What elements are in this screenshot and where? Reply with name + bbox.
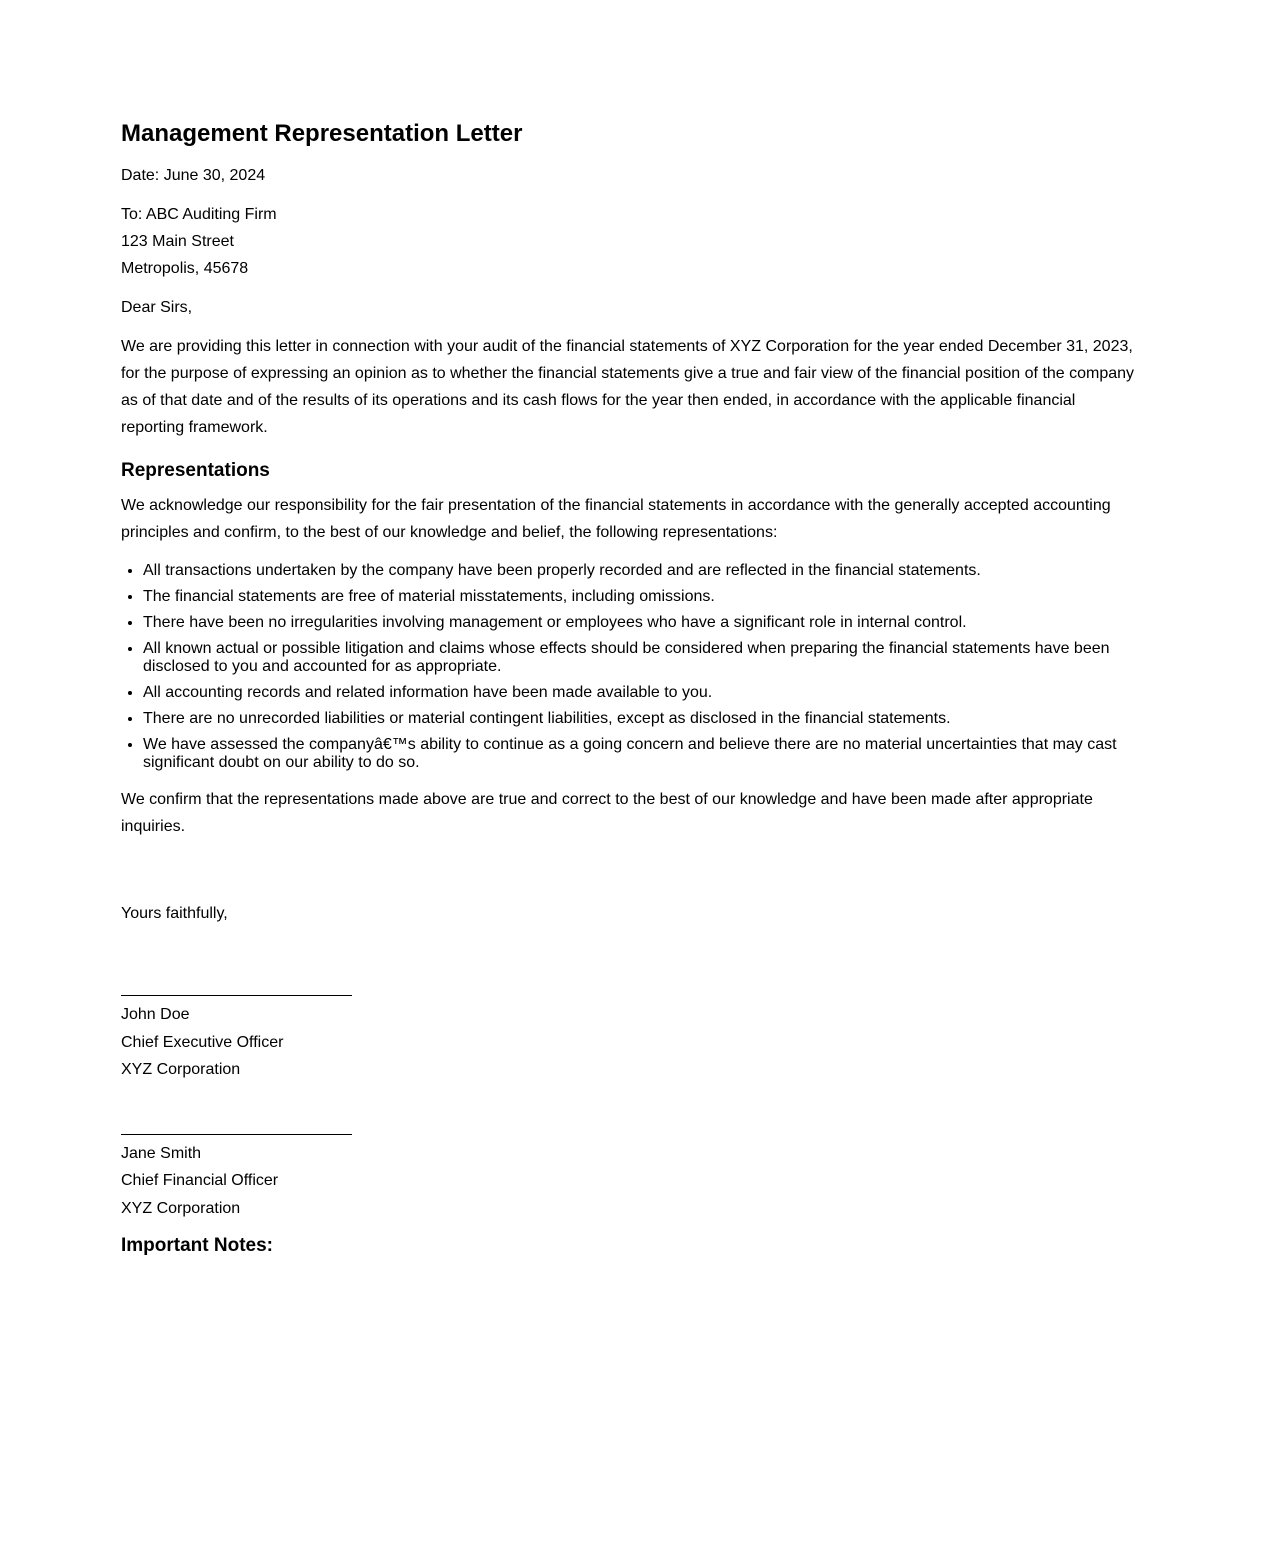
closing: Yours faithfully, — [121, 905, 228, 922]
letter-date: Date: June 30, 2024 — [121, 167, 266, 184]
intro-paragraph: We are providing this letter in connection with your audit of the financial statements of XYZ Corporation for the year ended December 31, 2023, for the purpose of expressing an opinion as to whether the financial statements give a true and fair view of the financial position of the company as of that date and of the results of its operations and its cash flows for the year then ended, in accordance with the applicable financial reporting framework. — [121, 338, 1135, 436]
signature-line — [121, 995, 352, 996]
representations-intro: We acknowledge our responsibility for the fair presentation of the financial statements in accordance with the generally accepted accounting principles and confirm, to the best of our knowledge and belief, the following representations: — [121, 497, 1111, 541]
address-line: 123 Main Street — [121, 233, 234, 250]
signatory-company: XYZ Corporation — [121, 1199, 241, 1217]
signatory-title: Chief Financial Officer — [121, 1172, 279, 1189]
confirmation-paragraph: We confirm that the representations made above are true and correct to the best of our knowledge and have been made after appropriate inquiries. — [121, 791, 1093, 835]
notes-heading: Important Notes: — [121, 1235, 273, 1256]
signature-block-ceo — [121, 995, 1141, 1084]
representations-list — [121, 562, 1141, 772]
list-item: • There have been no irregularities involving management or employees who have a significant role in internal control. — [143, 614, 1141, 632]
signatory-name: John Doe — [121, 1006, 190, 1023]
signatory-title: Chief Executive Officer — [121, 1033, 284, 1051]
list-item: • All known actual or possible litigation and claims whose effects should be considered when preparing the financial statements have been disclosed to you and accounted for as appropriate. — [143, 640, 1141, 676]
representations-heading: Representations — [121, 460, 270, 481]
recipient-address — [121, 201, 1141, 282]
page-title: Management Representation Letter — [121, 120, 523, 147]
list-item: • All accounting records and related information have been made available to you. — [143, 684, 1141, 702]
signature-block-cfo — [121, 1134, 1141, 1223]
signature-line — [121, 1134, 352, 1135]
list-item: • There are no unrecorded liabilities or material contingent liabilities, except as disclosed in the financial statements. — [143, 710, 1141, 728]
letter-page — [121, 0, 1141, 1259]
list-item: • We have assessed the companyâ€™s ability to continue as a going concern and believe there are no material uncertainties that may cast significant doubt on our ability to do so. — [143, 736, 1141, 772]
address-line: Metropolis, 45678 — [121, 260, 249, 277]
address-line: To: ABC Auditing Firm — [121, 206, 277, 223]
salutation: Dear Sirs, — [121, 299, 193, 316]
signatory-company: XYZ Corporation — [121, 1061, 241, 1078]
list-item: • All transactions undertaken by the company have been properly recorded and are reflected in the financial statements. — [143, 562, 1141, 580]
list-item: • The financial statements are free of material misstatements, including omissions. — [143, 588, 1141, 606]
signatory-name: Jane Smith — [121, 1144, 202, 1162]
